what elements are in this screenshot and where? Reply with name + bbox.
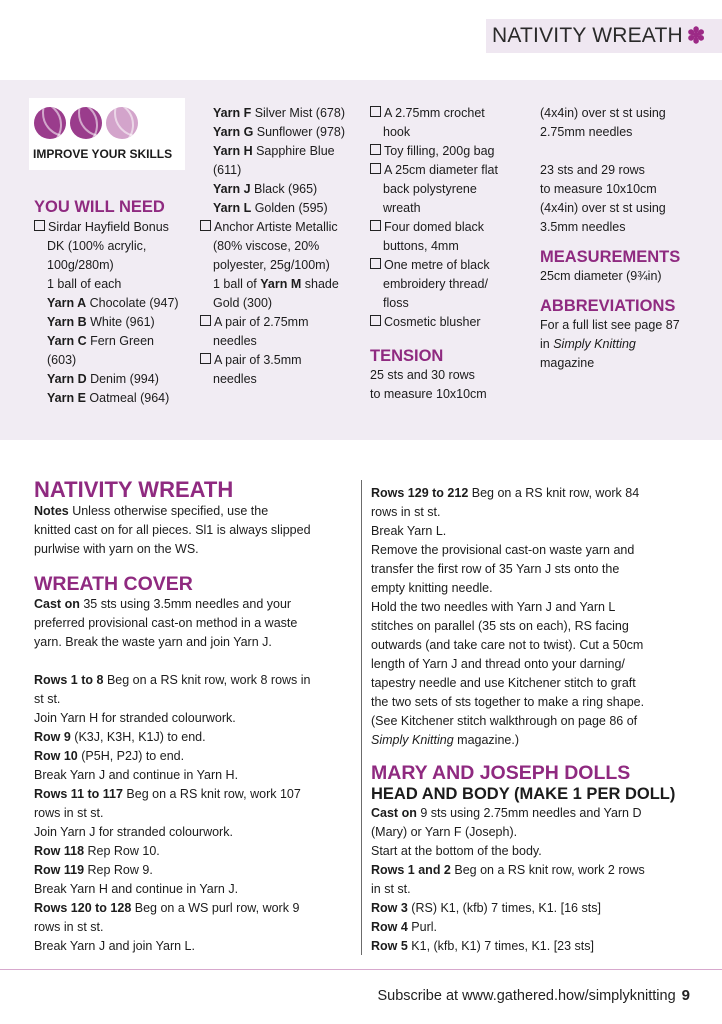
details-column bbox=[540, 104, 715, 373]
material-text: wreath bbox=[383, 201, 421, 215]
material-item bbox=[200, 351, 365, 370]
yarn-line bbox=[200, 142, 365, 161]
instruction-text: (See Kitchener stitch walkthrough on page 86 of bbox=[371, 714, 638, 728]
yarn-name: Yarn J bbox=[213, 182, 251, 196]
skills-badge bbox=[29, 98, 185, 170]
tools-column bbox=[370, 104, 535, 404]
abbreviations-text: in bbox=[540, 337, 554, 351]
instruction-label: Row 9 bbox=[34, 730, 71, 744]
column-divider bbox=[361, 480, 362, 955]
checkbox-icon bbox=[200, 315, 211, 326]
footer bbox=[377, 987, 690, 1004]
instruction-text: Remove the provisional cast-on waste yarn and bbox=[371, 543, 635, 557]
yarn-name: Yarn B bbox=[47, 315, 87, 329]
material-text: (80% viscose, 20% bbox=[213, 239, 320, 253]
yarn-shade: (611) bbox=[213, 163, 242, 177]
checkbox-icon bbox=[370, 163, 381, 174]
running-header-title: NATIVITY WREATH bbox=[492, 24, 683, 47]
measurements-text: 25cm diameter (9¾in) bbox=[540, 269, 662, 283]
instruction-label: Row 5 bbox=[371, 939, 408, 953]
yarn-shade: White (961) bbox=[86, 315, 155, 329]
magazine-name: Simply Knitting bbox=[553, 337, 636, 351]
material-item bbox=[200, 313, 365, 332]
instruction-label: Rows 1 to 8 bbox=[34, 673, 104, 687]
yarn-name: Yarn H bbox=[213, 144, 253, 158]
instruction-line bbox=[34, 747, 354, 766]
tension-text: 3.5mm needles bbox=[540, 220, 626, 234]
yarn-ball-icon bbox=[70, 107, 102, 139]
instruction-text: rows in st st. bbox=[34, 806, 104, 820]
instruction-label: Row 10 bbox=[34, 749, 78, 763]
checkbox-icon bbox=[370, 144, 381, 155]
instruction-text: Beg on a WS purl row, work 9 bbox=[131, 901, 300, 915]
instruction-text: tapestry needle and use Kitchener stitch to graft bbox=[371, 676, 636, 690]
checkbox-icon bbox=[370, 258, 381, 269]
instruction-text: Beg on a RS knit row, work 8 rows in bbox=[103, 673, 311, 687]
checkbox-icon bbox=[370, 220, 381, 231]
yarn-name: Yarn L bbox=[213, 201, 252, 215]
material-text: hook bbox=[383, 125, 411, 139]
yarn-name: Yarn A bbox=[47, 296, 87, 310]
material-item bbox=[370, 161, 535, 180]
material-item bbox=[370, 104, 535, 123]
you-will-need-heading: YOU WILL NEED bbox=[34, 198, 165, 216]
material-text: 1 ball of each bbox=[47, 277, 122, 291]
instruction-line bbox=[371, 804, 706, 823]
yarn-name: Yarn G bbox=[213, 125, 254, 139]
instruction-label: Row 119 bbox=[34, 863, 85, 877]
instruction-label: Rows 120 to 128 bbox=[34, 901, 132, 915]
abbreviations-heading: ABBREVIATIONS bbox=[540, 297, 676, 315]
instruction-text: yarn. Break the waste yarn and join Yarn J. bbox=[34, 635, 272, 649]
material-text: shade bbox=[301, 277, 339, 291]
wreath-cover-heading: WREATH COVER bbox=[34, 573, 193, 595]
yarn-shade: Oatmeal (964) bbox=[85, 391, 170, 405]
material-item bbox=[370, 218, 535, 237]
instruction-text: Break Yarn J and continue in Yarn H. bbox=[34, 768, 239, 782]
yarn-name: Yarn F bbox=[213, 106, 252, 120]
instruction-text: Break Yarn L. bbox=[371, 524, 447, 538]
abbreviations-text: For a full list see page 87 bbox=[540, 318, 680, 332]
instruction-line bbox=[34, 899, 354, 918]
material-item bbox=[370, 256, 535, 275]
instruction-text: Hold the two needles with Yarn J and Yarn L bbox=[371, 600, 616, 614]
instruction-text: Break Yarn J and join Yarn L. bbox=[34, 939, 195, 953]
material-text: Toy filling, 200g bag bbox=[384, 144, 495, 158]
material-text: Cosmetic blusher bbox=[384, 315, 481, 329]
yarn-shade: Sunflower (978) bbox=[253, 125, 346, 139]
yarn-line bbox=[34, 351, 209, 370]
checkbox-icon bbox=[370, 315, 381, 326]
tension-text: 23 sts and 29 rows bbox=[540, 163, 645, 177]
instruction-line bbox=[34, 595, 354, 614]
instruction-text: (Mary) or Yarn F (Joseph). bbox=[371, 825, 518, 839]
material-text: Sirdar Hayfield Bonus bbox=[48, 220, 169, 234]
material-text: embroidery thread/ bbox=[383, 277, 488, 291]
yarn-name: Yarn E bbox=[47, 391, 86, 405]
yarn-line bbox=[200, 180, 365, 199]
checkbox-icon bbox=[370, 106, 381, 117]
material-text bbox=[200, 275, 365, 294]
material-text: needles bbox=[213, 334, 257, 348]
instruction-text: transfer the first row of 35 Yarn J sts onto the bbox=[371, 562, 620, 576]
yarn-line bbox=[34, 332, 209, 351]
abbreviations-text: magazine bbox=[540, 356, 595, 370]
material-item bbox=[200, 218, 365, 237]
tension-text: (4x4in) over st st using bbox=[540, 201, 666, 215]
material-text: buttons, 4mm bbox=[383, 239, 459, 253]
material-item bbox=[34, 218, 209, 237]
flower-icon: ✽ bbox=[686, 23, 706, 48]
checkbox-icon bbox=[34, 220, 45, 231]
instruction-line bbox=[371, 861, 706, 880]
instruction-text: (P5H, P2J) to end. bbox=[77, 749, 185, 763]
yarn-shade: Sapphire Blue bbox=[252, 144, 335, 158]
yarn-shade: Silver Mist (678) bbox=[251, 106, 345, 120]
instruction-text: Beg on a RS knit row, work 84 bbox=[468, 486, 640, 500]
instruction-label: Cast on bbox=[371, 806, 417, 820]
material-text: needles bbox=[213, 372, 257, 386]
notes-line bbox=[34, 502, 354, 521]
yarn-name: Yarn C bbox=[47, 334, 87, 348]
yarn-line bbox=[34, 370, 209, 389]
yarn-shade: Denim (994) bbox=[86, 372, 159, 386]
material-text: DK (100% acrylic, bbox=[47, 239, 147, 253]
tension-text: 2.75mm needles bbox=[540, 125, 633, 139]
instruction-text: Beg on a RS knit row, work 107 bbox=[122, 787, 301, 801]
instruction-text: Rep Row 9. bbox=[84, 863, 153, 877]
yarn-line bbox=[200, 199, 365, 218]
instruction-line bbox=[34, 671, 354, 690]
footer-subscribe-text: Subscribe at www.gathered.how/simplyknitting bbox=[377, 988, 676, 1004]
skills-label: IMPROVE YOUR SKILLS bbox=[33, 147, 173, 161]
instruction-text: preferred provisional cast-on method in a waste bbox=[34, 616, 298, 630]
material-text: floss bbox=[383, 296, 409, 310]
instruction-text: (RS) K1, (kfb) 7 times, K1. [16 sts] bbox=[407, 901, 601, 915]
material-text: Gold (300) bbox=[213, 296, 273, 310]
notes-text: Unless otherwise specified, use the bbox=[68, 504, 269, 518]
dolls-subheading: HEAD AND BODY (MAKE 1 PER DOLL) bbox=[371, 785, 676, 803]
instruction-text: 35 sts using 3.5mm needles and your bbox=[79, 597, 292, 611]
instruction-text: st st. bbox=[34, 692, 61, 706]
instruction-line bbox=[34, 842, 354, 861]
tension-text: to measure 10x10cm bbox=[370, 387, 487, 401]
yarn-line bbox=[200, 161, 365, 180]
yarn-line bbox=[200, 104, 365, 123]
tension-text: 25 sts and 30 rows bbox=[370, 368, 475, 382]
instruction-label: Cast on bbox=[34, 597, 80, 611]
yarn-line bbox=[34, 313, 209, 332]
material-item bbox=[370, 313, 535, 332]
instruction-line bbox=[34, 728, 354, 747]
yarn-shade: (603) bbox=[47, 353, 77, 367]
yarn-line bbox=[34, 294, 209, 313]
instruction-text: Join Yarn J for stranded colourwork. bbox=[34, 825, 233, 839]
instruction-text: length of Yarn J and thread onto your darning/ bbox=[371, 657, 625, 671]
material-text: A pair of 3.5mm bbox=[214, 353, 302, 367]
tension-text: to measure 10x10cm bbox=[540, 182, 657, 196]
instruction-label: Rows 129 to 212 bbox=[371, 486, 469, 500]
yarn-name: Yarn D bbox=[47, 372, 87, 386]
instruction-text: rows in st st. bbox=[371, 505, 441, 519]
material-text: A pair of 2.75mm bbox=[214, 315, 309, 329]
instruction-line bbox=[34, 785, 354, 804]
instruction-line bbox=[371, 899, 706, 918]
yarn-ball-icon bbox=[34, 107, 66, 139]
instruction-text: outwards (and take care not to twist). Cut a 50cm bbox=[371, 638, 644, 652]
yarn-name: Yarn M bbox=[260, 277, 302, 291]
instruction-text: Purl. bbox=[407, 920, 437, 934]
yarn-line bbox=[200, 123, 365, 142]
page-number: 9 bbox=[681, 987, 690, 1004]
instruction-label: Row 3 bbox=[371, 901, 408, 915]
pattern-left-column bbox=[34, 478, 354, 956]
instruction-line bbox=[371, 937, 706, 956]
instruction-text: rows in st st. bbox=[34, 920, 104, 934]
material-text: 100g/280m) bbox=[47, 258, 114, 272]
magazine-name: Simply Knitting bbox=[371, 733, 454, 747]
tension-heading: TENSION bbox=[370, 347, 444, 365]
yarn-line bbox=[34, 389, 209, 408]
yarn-ball-icons bbox=[34, 107, 185, 139]
material-text: 1 ball of bbox=[213, 277, 261, 291]
instruction-text: in st st. bbox=[371, 882, 411, 896]
instruction-line bbox=[371, 484, 706, 503]
notes-text: knitted cast on for all pieces. Sl1 is always slipped bbox=[34, 523, 311, 537]
instruction-text: empty knitting needle. bbox=[371, 581, 493, 595]
pattern-title: NATIVITY WREATH bbox=[34, 477, 234, 502]
material-text: Four domed black bbox=[384, 220, 485, 234]
yarn-column-2 bbox=[200, 104, 365, 389]
checkbox-icon bbox=[200, 353, 211, 364]
instruction-label: Row 4 bbox=[371, 920, 408, 934]
instruction-text: (K3J, K3H, K1J) to end. bbox=[70, 730, 206, 744]
instruction-text: Start at the bottom of the body. bbox=[371, 844, 542, 858]
yarn-shade: Golden (595) bbox=[251, 201, 328, 215]
notes-label: Notes bbox=[34, 504, 69, 518]
measurements-heading: MEASUREMENTS bbox=[540, 248, 681, 266]
checkbox-icon bbox=[200, 220, 211, 231]
instruction-label: Rows 1 and 2 bbox=[371, 863, 451, 877]
instruction-text: the two sets of sts together to make a ring shape. bbox=[371, 695, 645, 709]
instruction-line bbox=[371, 918, 706, 937]
instruction-line bbox=[371, 731, 706, 750]
instruction-label: Row 118 bbox=[34, 844, 85, 858]
dolls-heading: MARY AND JOSEPH DOLLS bbox=[371, 762, 631, 784]
instruction-text: Join Yarn H for stranded colourwork. bbox=[34, 711, 236, 725]
yarn-shade: Black (965) bbox=[250, 182, 318, 196]
tension-text: (4x4in) over st st using bbox=[540, 106, 666, 120]
instruction-text: K1, (kfb, K1) 7 times, K1. [23 sts] bbox=[407, 939, 594, 953]
material-text: One metre of black bbox=[384, 258, 490, 272]
material-text: back polystyrene bbox=[383, 182, 477, 196]
pattern-right-column bbox=[371, 484, 706, 956]
material-item bbox=[370, 142, 535, 161]
running-header bbox=[486, 19, 722, 53]
instruction-line bbox=[34, 861, 354, 880]
material-text: Anchor Artiste Metallic bbox=[214, 220, 338, 234]
instruction-text: 9 sts using 2.75mm needles and Yarn D bbox=[416, 806, 642, 820]
instruction-text: stitches on parallel (35 sts on each), RS facing bbox=[371, 619, 629, 633]
yarn-ball-icon bbox=[106, 107, 138, 139]
instruction-text: magazine.) bbox=[453, 733, 519, 747]
instruction-text: Rep Row 10. bbox=[84, 844, 160, 858]
material-text: polyester, 25g/100m) bbox=[213, 258, 330, 272]
notes-text: purlwise with yarn on the WS. bbox=[34, 542, 199, 556]
yarn-shade: Fern Green bbox=[86, 334, 154, 348]
abbreviations-text bbox=[540, 335, 715, 354]
instruction-text: Break Yarn H and continue in Yarn J. bbox=[34, 882, 239, 896]
instruction-text: Beg on a RS knit row, work 2 rows bbox=[450, 863, 645, 877]
you-will-need-column bbox=[34, 197, 209, 408]
material-text: A 25cm diameter flat bbox=[384, 163, 498, 177]
material-text: A 2.75mm crochet bbox=[384, 106, 485, 120]
yarn-shade: Chocolate (947) bbox=[86, 296, 179, 310]
instruction-label: Rows 11 to 117 bbox=[34, 787, 123, 801]
footer-rule bbox=[0, 969, 722, 970]
